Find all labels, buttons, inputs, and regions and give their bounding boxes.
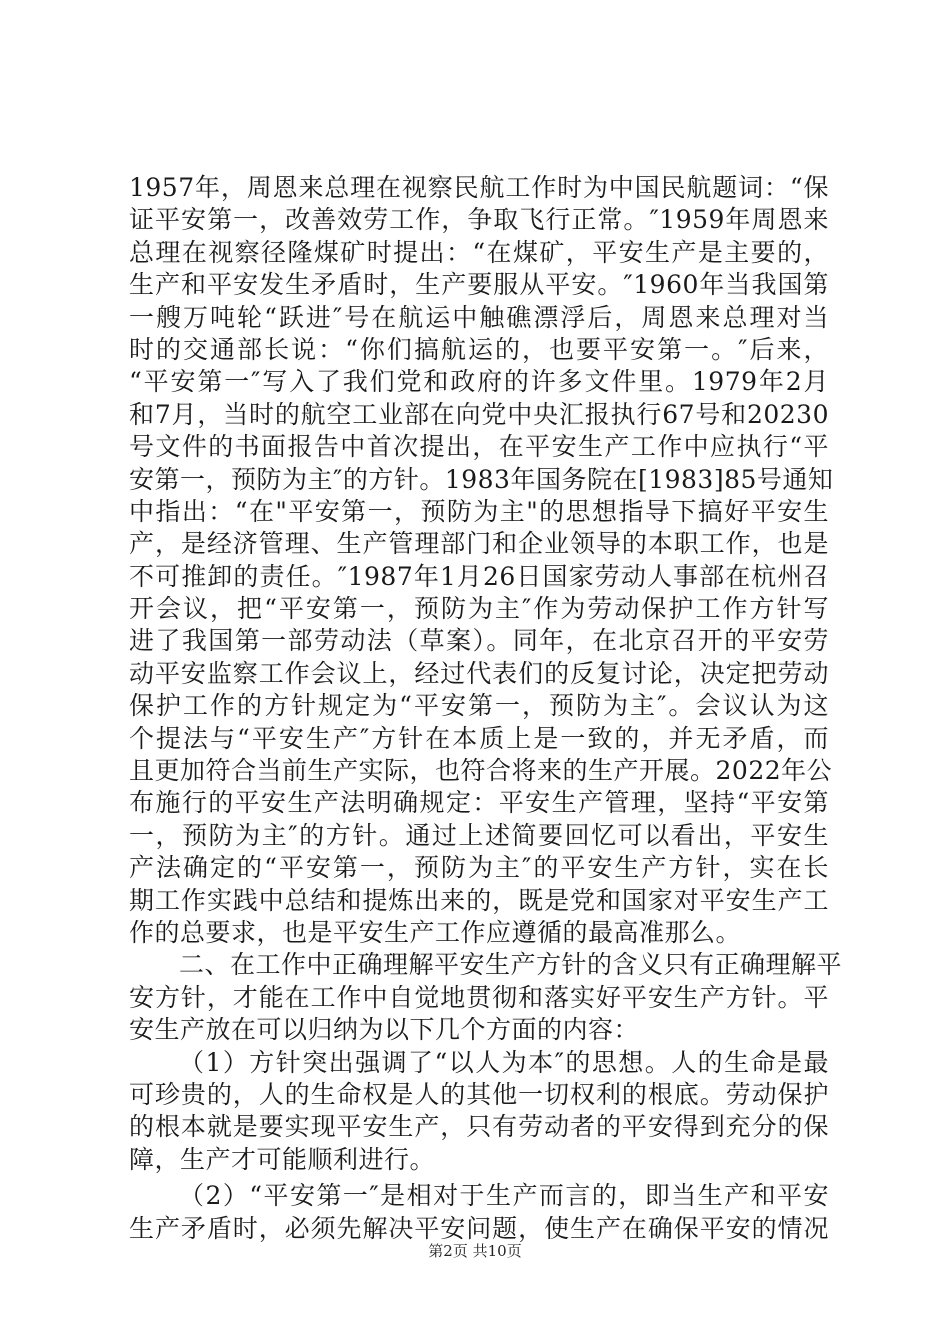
text-line: 障，生产才可能顺利进行。	[129, 1144, 436, 1174]
text-line: 安第一，预防为主″的方针。1983年国务院在[1983]85号通知	[129, 464, 834, 494]
document-body	[129, 172, 843, 1245]
text-line: 可珍贵的，人的生命权是人的其他一切权利的根底。劳动保护	[129, 1079, 829, 1109]
text-line: 安生产放在可以归纳为以下几个方面的内容：	[129, 1015, 640, 1045]
text-line: 号文件的书面报告中首次提出，在平安生产工作中应执行“平	[129, 432, 829, 462]
text-line: 生产矛盾时，必须先解决平安问题，使生产在确保平安的情况	[129, 1213, 829, 1243]
text-line: 和7月，当时的航空工业部在向党中央汇报执行67号和20230	[129, 399, 829, 429]
text-line: 布施行的平安生产法明确规定：平安生产管理，坚持“平安第	[129, 788, 829, 818]
text-line: 产，是经济管理、生产管理部门和企业领导的本职工作，也是	[129, 529, 829, 559]
text-line: 进了我国第一部劳动法（草案）。同年，在北京召开的平安劳	[129, 626, 829, 656]
text-line: 动平安监察工作会议上，经过代表们的反复讨论，决定把劳动	[129, 658, 829, 688]
list-item-line: （2）“平安第一″是相对于生产而言的，即当生产和平安	[179, 1181, 829, 1211]
text-line: 安方针，才能在工作中自觉地贯彻和落实好平安生产方针。平	[129, 982, 829, 1012]
text-line: 且更加符合当前生产实际，也符合将来的生产开展。2022年公	[129, 756, 833, 786]
text-line: 1957年，周恩来总理在视察民航工作时为中国民航题词：“保	[129, 173, 829, 202]
text-line: 一，预防为主″的方针。通过上述简要回忆可以看出，平安生	[129, 820, 829, 850]
text-line: 时的交通部长说：“你们搞航运的，也要平安第一。″后来，	[129, 334, 829, 364]
text-line: 一艘万吨轮“跃进″号在航运中触礁漂浮后，周恩来总理对当	[129, 302, 829, 332]
text-line: 期工作实践中总结和提炼出来的，既是党和国家对平安生产工	[129, 885, 829, 915]
text-line: 作的总要求，也是平安生产工作应遵循的最高准那么。	[129, 917, 742, 947]
text-line: 的根本就是要实现平安生产，只有劳动者的平安得到充分的保	[129, 1112, 829, 1142]
text-line: 开会议，把“平安第一，预防为主″作为劳动保护工作方针写	[129, 594, 829, 624]
text-line: 产法确定的“平安第一，预防为主″的平安生产方针，实在长	[129, 853, 829, 883]
text-line: 总理在视察径隆煤矿时提出：“在煤矿，平安生产是主要的，	[129, 237, 829, 267]
text-line: 生产和平安发生矛盾时，生产要服从平安。″1960年当我国第	[129, 270, 829, 300]
text-line: 保护工作的方针规定为“平安第一，预防为主″。会议认为这	[129, 691, 829, 721]
text-line: “平安第一″写入了我们党和政府的许多文件里。1979年2月	[129, 367, 829, 397]
section-heading-line: 二、在工作中正确理解平安生产方针的含义只有正确理解平	[179, 950, 843, 980]
text-line: 中指出：“在"平安第一，预防为主"的思想指导下搞好平安生	[129, 496, 829, 526]
list-item-line: （1）方针突出强调了“以人为本″的思想。人的生命是最	[179, 1047, 829, 1077]
page-number-footer: 第2页 共10页	[428, 1242, 522, 1260]
text-line: 个提法与“平安生产″方针在本质上是一致的，并无矛盾，而	[129, 723, 829, 753]
text-line: 证平安第一，改善效劳工作，争取飞行正常。″1959年周恩来	[129, 205, 829, 235]
text-line: 不可推卸的责任。″1987年1月26日国家劳动人事部在杭州召	[129, 561, 829, 591]
